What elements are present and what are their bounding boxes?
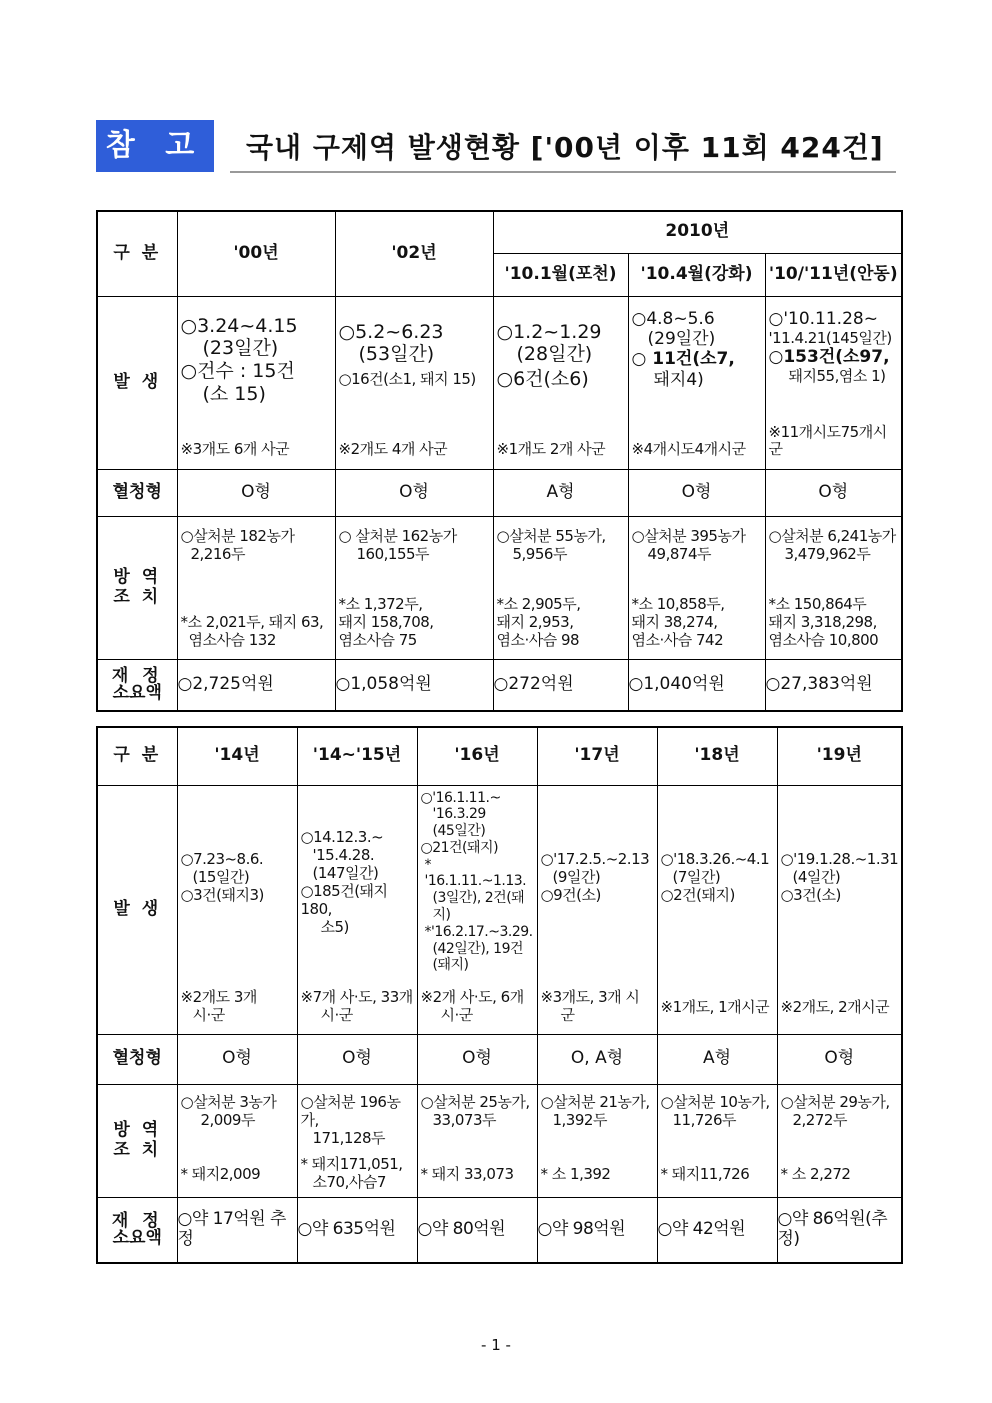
serotype-value: O형: [765, 469, 902, 516]
occurrence-line: ○6건(소6): [496, 368, 589, 391]
culling-detail: 염소·사슴 742: [631, 630, 724, 649]
category-header: 구 분: [97, 211, 177, 296]
culling-detail: *소 1,372두,: [338, 594, 423, 613]
serotype-value: O형: [177, 1034, 297, 1084]
culling-detail: 돼지 158,708,: [338, 612, 434, 631]
occurrence-line: ○153건(소97,: [768, 346, 890, 367]
culling-line: ○살처분 29농가,: [780, 1092, 890, 1111]
region-note: ※7개 사·도, 33개: [300, 987, 413, 1006]
culling-line: ○살처분 25농가,: [420, 1092, 530, 1111]
row-label-line: 재 정: [111, 665, 163, 686]
year-header: '16년: [417, 727, 537, 785]
region-note: ※1개도, 1개시군: [660, 997, 770, 1016]
occurrence-line: ○16건(소1, 돼지 15): [338, 370, 476, 389]
culling-detail: 염소사슴 75: [338, 630, 417, 649]
culling-line: 2,216두: [190, 544, 245, 563]
row-label-line: 조 치: [113, 1139, 162, 1160]
occurrence-line: ○'10.11.28~: [768, 308, 878, 329]
culling-line: 171,128두: [312, 1128, 386, 1147]
title-underline: [230, 171, 896, 173]
row-label-line: 소요액: [112, 1227, 162, 1248]
culling-detail: *소 10,858두,: [631, 594, 725, 613]
occurrence-line: '11.4.21(145일간): [768, 328, 892, 347]
year-header: '02년: [335, 211, 493, 296]
culling-detail: * 돼지2,009: [180, 1164, 261, 1183]
occurrence-line: (45일간): [432, 823, 486, 840]
occurrence-line: ○1.2~1.29: [496, 320, 602, 343]
occurrence-line: (9일간): [552, 867, 601, 886]
occurrence-line: ○'17.2.5.~2.13: [540, 849, 650, 868]
culling-line: ○살처분 182농가: [180, 526, 295, 545]
year-header: '19년: [777, 727, 902, 785]
culling-detail: *소 2,021두, 돼지 63,: [180, 612, 324, 631]
occurrence-line: ○ 11건(소7,: [631, 349, 735, 370]
subperiod-header: '10.1월(포천): [493, 253, 628, 296]
budget-value: ○1,058억원: [335, 659, 493, 711]
culling-detail: * 돼지 33,073: [420, 1164, 514, 1183]
subperiod-header: '10.4월(강화): [628, 253, 765, 296]
occurrence-line: ○5.2~6.23: [338, 320, 444, 343]
occurrence-line: (28일간): [516, 343, 593, 366]
culling-line: ○살처분 6,241농가: [768, 526, 896, 545]
row-label-budget: [97, 1197, 177, 1263]
row-label-line: 방 역: [113, 1119, 162, 1140]
occurrence-line: ○9건(소): [540, 885, 601, 904]
culling-line: 3,479,962두: [784, 544, 871, 563]
culling-detail: * 돼지171,051,: [300, 1154, 403, 1173]
region-note: ※2개 사·도, 6개: [420, 987, 524, 1006]
budget-value: ○272억원: [493, 659, 628, 711]
region-note: ※3개도, 3개 시: [540, 987, 640, 1006]
occurrence-line: ○4.8~5.6: [631, 308, 715, 329]
occurrence-line: (15일간): [192, 867, 250, 886]
row-label-line: 재 정: [111, 1210, 163, 1231]
row-label-serotype: 혈청형: [97, 469, 177, 516]
page-header: [96, 120, 896, 176]
budget-value: ○약 98억원: [537, 1197, 657, 1263]
row-label-quarantine: [97, 1084, 177, 1197]
budget-value: ○약 42억원: [657, 1197, 777, 1263]
occurrence-line: ○3건(돼지3): [180, 885, 264, 904]
culling-detail: 염소사슴 10,800: [768, 630, 879, 649]
culling-line: ○살처분 21농가,: [540, 1092, 650, 1111]
region-note: ※1개도 2개 사군: [496, 440, 606, 459]
year-header: '18년: [657, 727, 777, 785]
budget-value: ○2,725억원: [177, 659, 335, 711]
culling-detail: 돼지 2,953,: [496, 612, 574, 631]
region-note: 군: [560, 1005, 575, 1024]
serotype-value: O형: [297, 1034, 417, 1084]
region-note: ※3개도 6개 사군: [180, 440, 290, 459]
serotype-value: O, A형: [537, 1034, 657, 1084]
subperiod-header: '10/'11년(안동): [765, 253, 902, 296]
row-label-line: 방 역: [113, 566, 162, 587]
row-label-occurrence: 발 생: [97, 296, 177, 469]
culling-line: 5,956두: [512, 544, 567, 563]
occurrence-line: ○3.24~4.15: [180, 314, 298, 337]
serotype-value: A형: [657, 1034, 777, 1084]
culling-detail: 돼지 3,318,298,: [768, 612, 877, 631]
occurrence-line: *'16.2.17.~3.29.: [424, 923, 533, 940]
culling-detail: *소 2,905두,: [496, 594, 581, 613]
region-note: ※2개도 4개 사군: [338, 440, 448, 459]
occurrence-line: ○14.12.3.~: [300, 827, 384, 846]
budget-value: ○약 17억원 추정: [177, 1197, 297, 1263]
region-note: 시·군: [192, 1005, 225, 1024]
culling-detail: 돼지 38,274,: [631, 612, 718, 631]
serotype-value: A형: [493, 469, 628, 516]
year-header: '14~'15년: [297, 727, 417, 785]
serotype-value: O형: [417, 1034, 537, 1084]
budget-value: ○약 80억원: [417, 1197, 537, 1263]
culling-line: ○살처분 395농가: [631, 526, 746, 545]
occurrence-line: (147일간): [312, 863, 379, 882]
outbreak-table-2014-2019: [96, 726, 903, 1264]
occurrence-line: ○7.23~8.6.: [180, 849, 264, 868]
occurrence-line: ○'16.1.11.~: [420, 789, 501, 806]
serotype-value: O형: [177, 469, 335, 516]
occurrence-line: (29일간): [647, 328, 716, 349]
row-label-line: 소요액: [112, 682, 162, 703]
year-header: '14년: [177, 727, 297, 785]
category-header: 구 분: [97, 727, 177, 785]
occurrence-line: 돼지4): [653, 369, 704, 390]
occurrence-line: (7일간): [672, 867, 721, 886]
occurrence-line: (42일간), 19건(돼지): [432, 940, 524, 974]
budget-value: ○약 86억원(추정): [777, 1197, 902, 1263]
page-number: - 1 -: [481, 1336, 511, 1354]
culling-line: 2,272두: [792, 1110, 847, 1129]
page-title: 국내 구제역 발생현황 ['00년 이후 11회 424건]: [246, 131, 884, 164]
culling-detail: * 소 1,392: [540, 1164, 611, 1183]
culling-line: 1,392두: [552, 1110, 607, 1129]
occurrence-line: (23일간): [202, 337, 279, 360]
region-note: ※2개도 3개: [180, 987, 257, 1006]
culling-detail: 염소·사슴 98: [496, 630, 580, 649]
occurrence-line: ○건수 : 15건: [180, 360, 295, 383]
region-note: ※2개도, 2개시군: [780, 997, 890, 1016]
culling-line: ○살처분 3농가: [180, 1092, 277, 1111]
culling-detail: 염소사슴 132: [188, 630, 276, 649]
occurrence-line: '16.3.29: [432, 806, 486, 823]
occurrence-line: (4일간): [792, 867, 841, 886]
year-group-header: 2010년: [493, 211, 902, 253]
occurrence-line: (3일간), 2건(돼지): [432, 890, 525, 924]
occurrence-line: '15.4.28.: [312, 845, 375, 864]
culling-detail: * 돼지11,726: [660, 1164, 750, 1183]
culling-detail: * 소 2,272: [780, 1164, 851, 1183]
reference-badge: 참 고: [96, 120, 214, 172]
culling-detail: 소70,사슴7: [312, 1172, 386, 1191]
budget-value: ○27,383억원: [765, 659, 902, 711]
occurrence-line: (소 15): [202, 382, 266, 405]
serotype-value: O형: [628, 469, 765, 516]
culling-detail: *소 150,864두: [768, 594, 867, 613]
occurrence-line: ○'19.1.28.~1.31: [780, 849, 899, 868]
occurrence-line: ○185건(돼지180,: [300, 881, 388, 918]
occurrence-line: 돼지55,염소 1): [788, 367, 886, 386]
occurrence-line: 소5): [320, 917, 349, 936]
occurrence-line: ○21건(돼지): [420, 839, 499, 856]
serotype-value: O형: [335, 469, 493, 516]
culling-line: 49,874두: [647, 544, 711, 563]
culling-line: 33,073두: [432, 1110, 496, 1129]
culling-line: ○살처분 196농가,: [300, 1092, 401, 1129]
culling-line: ○살처분 55농가,: [496, 526, 606, 545]
row-label-serotype: 혈청형: [97, 1034, 177, 1084]
region-note: ※11개시도75개시군: [768, 423, 887, 459]
row-label-occurrence: 발 생: [97, 785, 177, 1034]
region-note: 시·군: [440, 1005, 473, 1024]
serotype-value: O형: [777, 1034, 902, 1084]
culling-line: 2,009두: [200, 1110, 255, 1129]
culling-line: 11,726두: [672, 1110, 736, 1129]
culling-line: 160,155두: [356, 544, 430, 563]
region-note: 시·군: [320, 1005, 353, 1024]
occurrence-line: ○'18.3.26.~4.1: [660, 849, 770, 868]
culling-line: ○ 살처분 162농가: [338, 526, 457, 545]
row-label-quarantine: [97, 516, 177, 659]
occurrence-line: (53일간): [358, 343, 435, 366]
culling-line: ○살처분 10농가,: [660, 1092, 770, 1111]
occurrence-line: * '16.1.11.~1.13.: [424, 856, 527, 890]
budget-value: ○1,040억원: [628, 659, 765, 711]
occurrence-line: ○2건(돼지): [660, 885, 735, 904]
region-note: ※4개시도4개시군: [631, 440, 746, 459]
year-header: '00년: [177, 211, 335, 296]
row-label-budget: [97, 659, 177, 711]
year-header: '17년: [537, 727, 657, 785]
occurrence-line: ○3건(소): [780, 885, 841, 904]
row-label-line: 조 치: [113, 586, 162, 607]
outbreak-table-2000-2011: [96, 210, 903, 712]
budget-value: ○약 635억원: [297, 1197, 417, 1263]
